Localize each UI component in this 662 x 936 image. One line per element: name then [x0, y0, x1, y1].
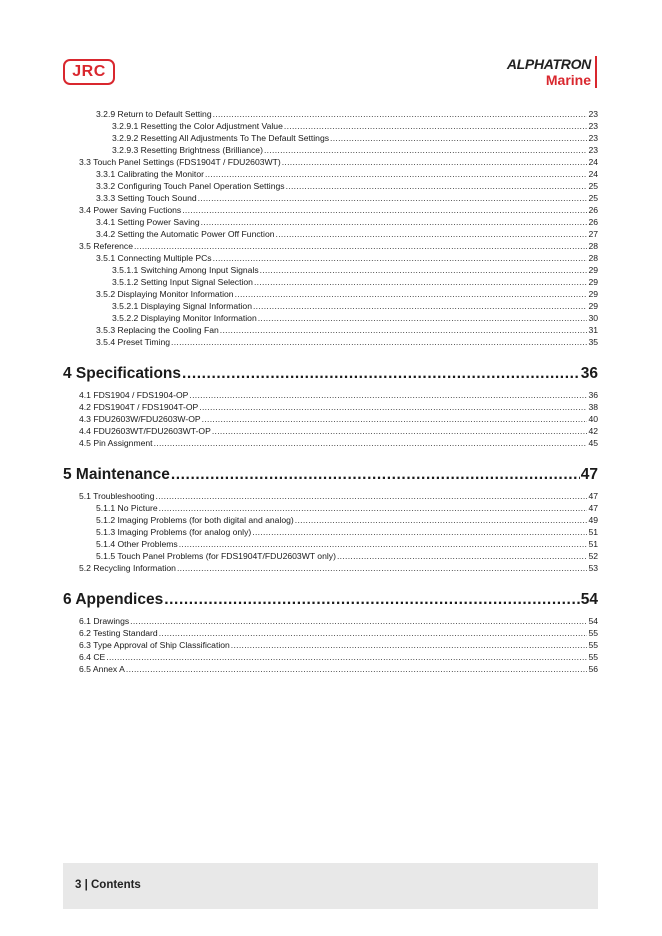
- toc-entry[interactable]: [96, 503, 598, 514]
- toc-entry-title: 6.3 Type Approval of Ship Classification: [79, 640, 230, 650]
- toc-entry-title: 3.2.9.1 Resetting the Color Adjustment Value: [112, 121, 283, 131]
- toc-leader-dots: [177, 563, 587, 574]
- toc-entry-page: 42: [588, 426, 598, 436]
- toc-entry[interactable]: [96, 229, 598, 240]
- toc-entry-title: 4.1 FDS1904 / FDS1904-OP: [79, 390, 189, 400]
- toc-leader-dots: [182, 365, 580, 383]
- toc-entry-title: 6.5 Annex A: [79, 664, 125, 674]
- toc-leader-dots: [154, 438, 588, 449]
- toc-leader-dots: [220, 325, 588, 336]
- toc-leader-dots: [337, 551, 588, 562]
- toc-entry-title: 3.2.9.2 Resetting All Adjustments To The Default Settings: [112, 133, 330, 143]
- toc-entry-page: 52: [588, 551, 598, 561]
- toc-entry[interactable]: [96, 289, 598, 300]
- toc-entry-title: 3.5 Reference: [79, 241, 133, 251]
- toc-leader-dots: [156, 491, 588, 502]
- toc-entry-title: 4.2 FDS1904T / FDS1904T-OP: [79, 402, 199, 412]
- toc-entry-title: 3.3.3 Setting Touch Sound: [96, 193, 197, 203]
- toc-leader-dots: [201, 217, 588, 228]
- toc-leader-dots: [179, 539, 588, 550]
- toc-leader-dots: [264, 145, 587, 156]
- toc-entry-title: 5.1.4 Other Problems: [96, 539, 178, 549]
- toc-entry-page: 26: [588, 205, 598, 215]
- jrc-logo: [63, 59, 115, 85]
- footer-page-label: 3 | Contents: [75, 879, 141, 891]
- toc-entry[interactable]: [112, 301, 598, 312]
- toc-entry[interactable]: [96, 169, 598, 180]
- toc-entry-page: 25: [588, 181, 598, 191]
- toc-entry-page: 56: [588, 664, 598, 674]
- toc-entry-page: 29: [588, 301, 598, 311]
- toc-entry-title: 4.5 Pin Assignment: [79, 438, 153, 448]
- toc-entry-page: 54: [580, 591, 598, 608]
- toc-entry[interactable]: [79, 390, 598, 401]
- toc-leader-dots: [182, 205, 587, 216]
- toc-entry-page: 23: [588, 109, 598, 119]
- toc-entry-title: 3.3.1 Calibrating the Monitor: [96, 169, 204, 179]
- page-footer: [63, 863, 598, 909]
- toc-entry[interactable]: [96, 181, 598, 192]
- toc-entry-page: 25: [588, 193, 598, 203]
- toc-entry[interactable]: [79, 205, 598, 216]
- toc-entry[interactable]: [112, 277, 598, 288]
- toc-entry-title: 3.2.9.3 Resetting Brightness (Brilliance): [112, 145, 263, 155]
- toc-leader-dots: [126, 664, 588, 675]
- toc-entry-page: 55: [588, 652, 598, 662]
- toc-entry-page: 29: [588, 277, 598, 287]
- toc-entry-page: 28: [588, 241, 598, 251]
- toc-leader-dots: [159, 503, 588, 514]
- toc-entry-title: 3.5.2 Displaying Monitor Information: [96, 289, 234, 299]
- toc-leader-dots: [189, 390, 587, 401]
- toc-leader-dots: [252, 527, 587, 538]
- toc-entry-title: 6.1 Drawings: [79, 616, 130, 626]
- toc-entry[interactable]: [96, 253, 598, 264]
- marine-logo-text: Marine: [545, 72, 591, 88]
- toc-entry-title: 3.5.2.2 Displaying Monitor Information: [112, 313, 257, 323]
- toc-leader-dots: [213, 253, 588, 264]
- toc-entry[interactable]: [79, 414, 598, 425]
- toc-entry-page: 27: [588, 229, 598, 239]
- toc-entry-title: 3.5.1 Connecting Multiple PCs: [96, 253, 212, 263]
- toc-entry[interactable]: [79, 157, 598, 168]
- toc-entry[interactable]: [79, 241, 598, 252]
- toc-entry-title: 3.2.9 Return to Default Setting: [96, 109, 212, 119]
- toc-entry-page: 23: [588, 133, 598, 143]
- toc-chapter-entry[interactable]: [63, 591, 598, 609]
- toc-entry-page: 55: [588, 640, 598, 650]
- toc-leader-dots: [134, 241, 587, 252]
- toc-entry-page: 31: [588, 325, 598, 335]
- toc-leader-dots: [199, 402, 587, 413]
- toc-chapter-entry[interactable]: [63, 365, 598, 383]
- toc-entry[interactable]: [79, 491, 598, 502]
- toc-leader-dots: [330, 133, 587, 144]
- toc-entry-page: 55: [588, 628, 598, 638]
- toc-entry-page: 54: [588, 616, 598, 626]
- toc-leader-dots: [159, 628, 588, 639]
- toc-entry[interactable]: [96, 551, 598, 562]
- toc-entry[interactable]: [96, 515, 598, 526]
- toc-leader-dots: [205, 169, 587, 180]
- jrc-logo-text: JRC: [72, 63, 106, 80]
- toc-entry-title: 3.4 Power Saving Fuctions: [79, 205, 182, 215]
- toc-leader-dots: [171, 337, 587, 348]
- toc-leader-dots: [213, 109, 588, 120]
- toc-entry-title: 3.4.2 Setting the Automatic Power Off Function: [96, 229, 275, 239]
- toc-entry[interactable]: [79, 640, 598, 651]
- toc-entry-title: 6 Appendices: [63, 591, 164, 608]
- toc-entry-title: 4.4 FDU2603WT/FDU2603WT-OP: [79, 426, 211, 436]
- toc-entry[interactable]: [96, 325, 598, 336]
- toc-entry-title: 3.5.1.2 Setting Input Signal Selection: [112, 277, 253, 287]
- toc-leader-dots: [198, 193, 588, 204]
- toc-entry-title: 4 Specifications: [63, 365, 182, 382]
- toc-entry-page: 30: [588, 313, 598, 323]
- toc-entry[interactable]: [79, 426, 598, 437]
- toc-leader-dots: [212, 426, 588, 437]
- toc-entry-title: 5.2 Recycling Information: [79, 563, 176, 573]
- toc-entry-page: 23: [588, 121, 598, 131]
- toc-entry[interactable]: [96, 109, 598, 120]
- toc-entry-page: 47: [588, 503, 598, 513]
- toc-entry-title: 3.3 Touch Panel Settings (FDS1904T / FDU2603WT): [79, 157, 281, 167]
- toc-entry-title: 6.2 Testing Standard: [79, 628, 158, 638]
- toc-entry[interactable]: [79, 616, 598, 627]
- toc-entry[interactable]: [112, 265, 598, 276]
- toc-entry-page: 23: [588, 145, 598, 155]
- alphatron-logo-text: ALPHATRON: [506, 56, 591, 72]
- toc-entry-page: 36: [588, 390, 598, 400]
- toc-entry[interactable]: [79, 652, 598, 663]
- toc-leader-dots: [284, 121, 588, 132]
- toc-entry[interactable]: [96, 337, 598, 348]
- toc-entry-page: 47: [580, 466, 598, 483]
- toc-entry-title: 5.1.3 Imaging Problems (for analog only): [96, 527, 252, 537]
- toc-leader-dots: [231, 640, 588, 651]
- toc-entry-title: 5 Maintenance: [63, 466, 170, 483]
- toc-entry-page: 28: [588, 253, 598, 263]
- toc-entry-page: 40: [588, 414, 598, 424]
- toc-entry[interactable]: [79, 664, 598, 675]
- toc-entry-page: 29: [588, 265, 598, 275]
- toc-leader-dots: [286, 181, 588, 192]
- toc-leader-dots: [235, 289, 588, 300]
- toc-entry-page: 47: [588, 491, 598, 501]
- toc-entry[interactable]: [112, 121, 598, 132]
- toc-leader-dots: [106, 652, 587, 663]
- toc-leader-dots: [295, 515, 588, 526]
- toc-leader-dots: [276, 229, 588, 240]
- toc-entry[interactable]: [112, 313, 598, 324]
- toc-entry[interactable]: [112, 133, 598, 144]
- toc-entry-page: 38: [588, 402, 598, 412]
- toc-entry-page: 51: [588, 539, 598, 549]
- toc-entry-title: 3.5.1.1 Switching Among Input Signals: [112, 265, 259, 275]
- toc-chapter-entry[interactable]: [63, 466, 598, 484]
- toc-leader-dots: [282, 157, 588, 168]
- toc-entry-title: 5.1.2 Imaging Problems (for both digital and analog): [96, 515, 294, 525]
- toc-entry-page: 26: [588, 217, 598, 227]
- toc-entry-page: 29: [588, 289, 598, 299]
- toc-entry-title: 6.4 CE: [79, 652, 106, 662]
- toc-entry-page: 35: [588, 337, 598, 347]
- toc-entry-title: 3.5.2.1 Displaying Signal Information: [112, 301, 252, 311]
- toc-entry-page: 49: [588, 515, 598, 525]
- alphatron-marine-logo: [507, 56, 597, 88]
- toc-entry-page: 53: [588, 563, 598, 573]
- toc-entry-title: 3.5.4 Preset Timing: [96, 337, 171, 347]
- toc-entry-page: 24: [588, 157, 598, 167]
- toc-entry[interactable]: [79, 438, 598, 449]
- toc-entry-title: 5.1 Troubleshooting: [79, 491, 155, 501]
- toc-entry[interactable]: [79, 563, 598, 574]
- toc-entry-title: 3.4.1 Setting Power Saving: [96, 217, 200, 227]
- toc-leader-dots: [171, 466, 580, 484]
- toc-entry-page: 36: [580, 365, 598, 382]
- toc-entry-title: 5.1.5 Touch Panel Problems (for FDS1904T/FDU2603WT only): [96, 551, 336, 561]
- toc-entry-title: 3.5.3 Replacing the Cooling Fan: [96, 325, 219, 335]
- toc-entry[interactable]: [96, 217, 598, 228]
- toc-entry[interactable]: [96, 527, 598, 538]
- toc-entry-page: 45: [588, 438, 598, 448]
- toc-leader-dots: [130, 616, 587, 627]
- toc-entry[interactable]: [96, 539, 598, 550]
- toc-leader-dots: [254, 277, 587, 288]
- toc-leader-dots: [202, 414, 588, 425]
- toc-leader-dots: [164, 591, 580, 609]
- toc-entry[interactable]: [79, 628, 598, 639]
- toc-leader-dots: [258, 313, 588, 324]
- toc-entry-page: 24: [588, 169, 598, 179]
- toc-entry-title: 5.1.1 No Picture: [96, 503, 158, 513]
- toc-entry-title: 4.3 FDU2603W/FDU2603W-OP: [79, 414, 201, 424]
- toc-entry[interactable]: [112, 145, 598, 156]
- toc-entry[interactable]: [96, 193, 598, 204]
- toc-entry[interactable]: [79, 402, 598, 413]
- toc-leader-dots: [253, 301, 587, 312]
- toc-leader-dots: [260, 265, 588, 276]
- toc-entry-page: 51: [588, 527, 598, 537]
- toc-entry-title: 3.3.2 Configuring Touch Panel Operation Settings: [96, 181, 285, 191]
